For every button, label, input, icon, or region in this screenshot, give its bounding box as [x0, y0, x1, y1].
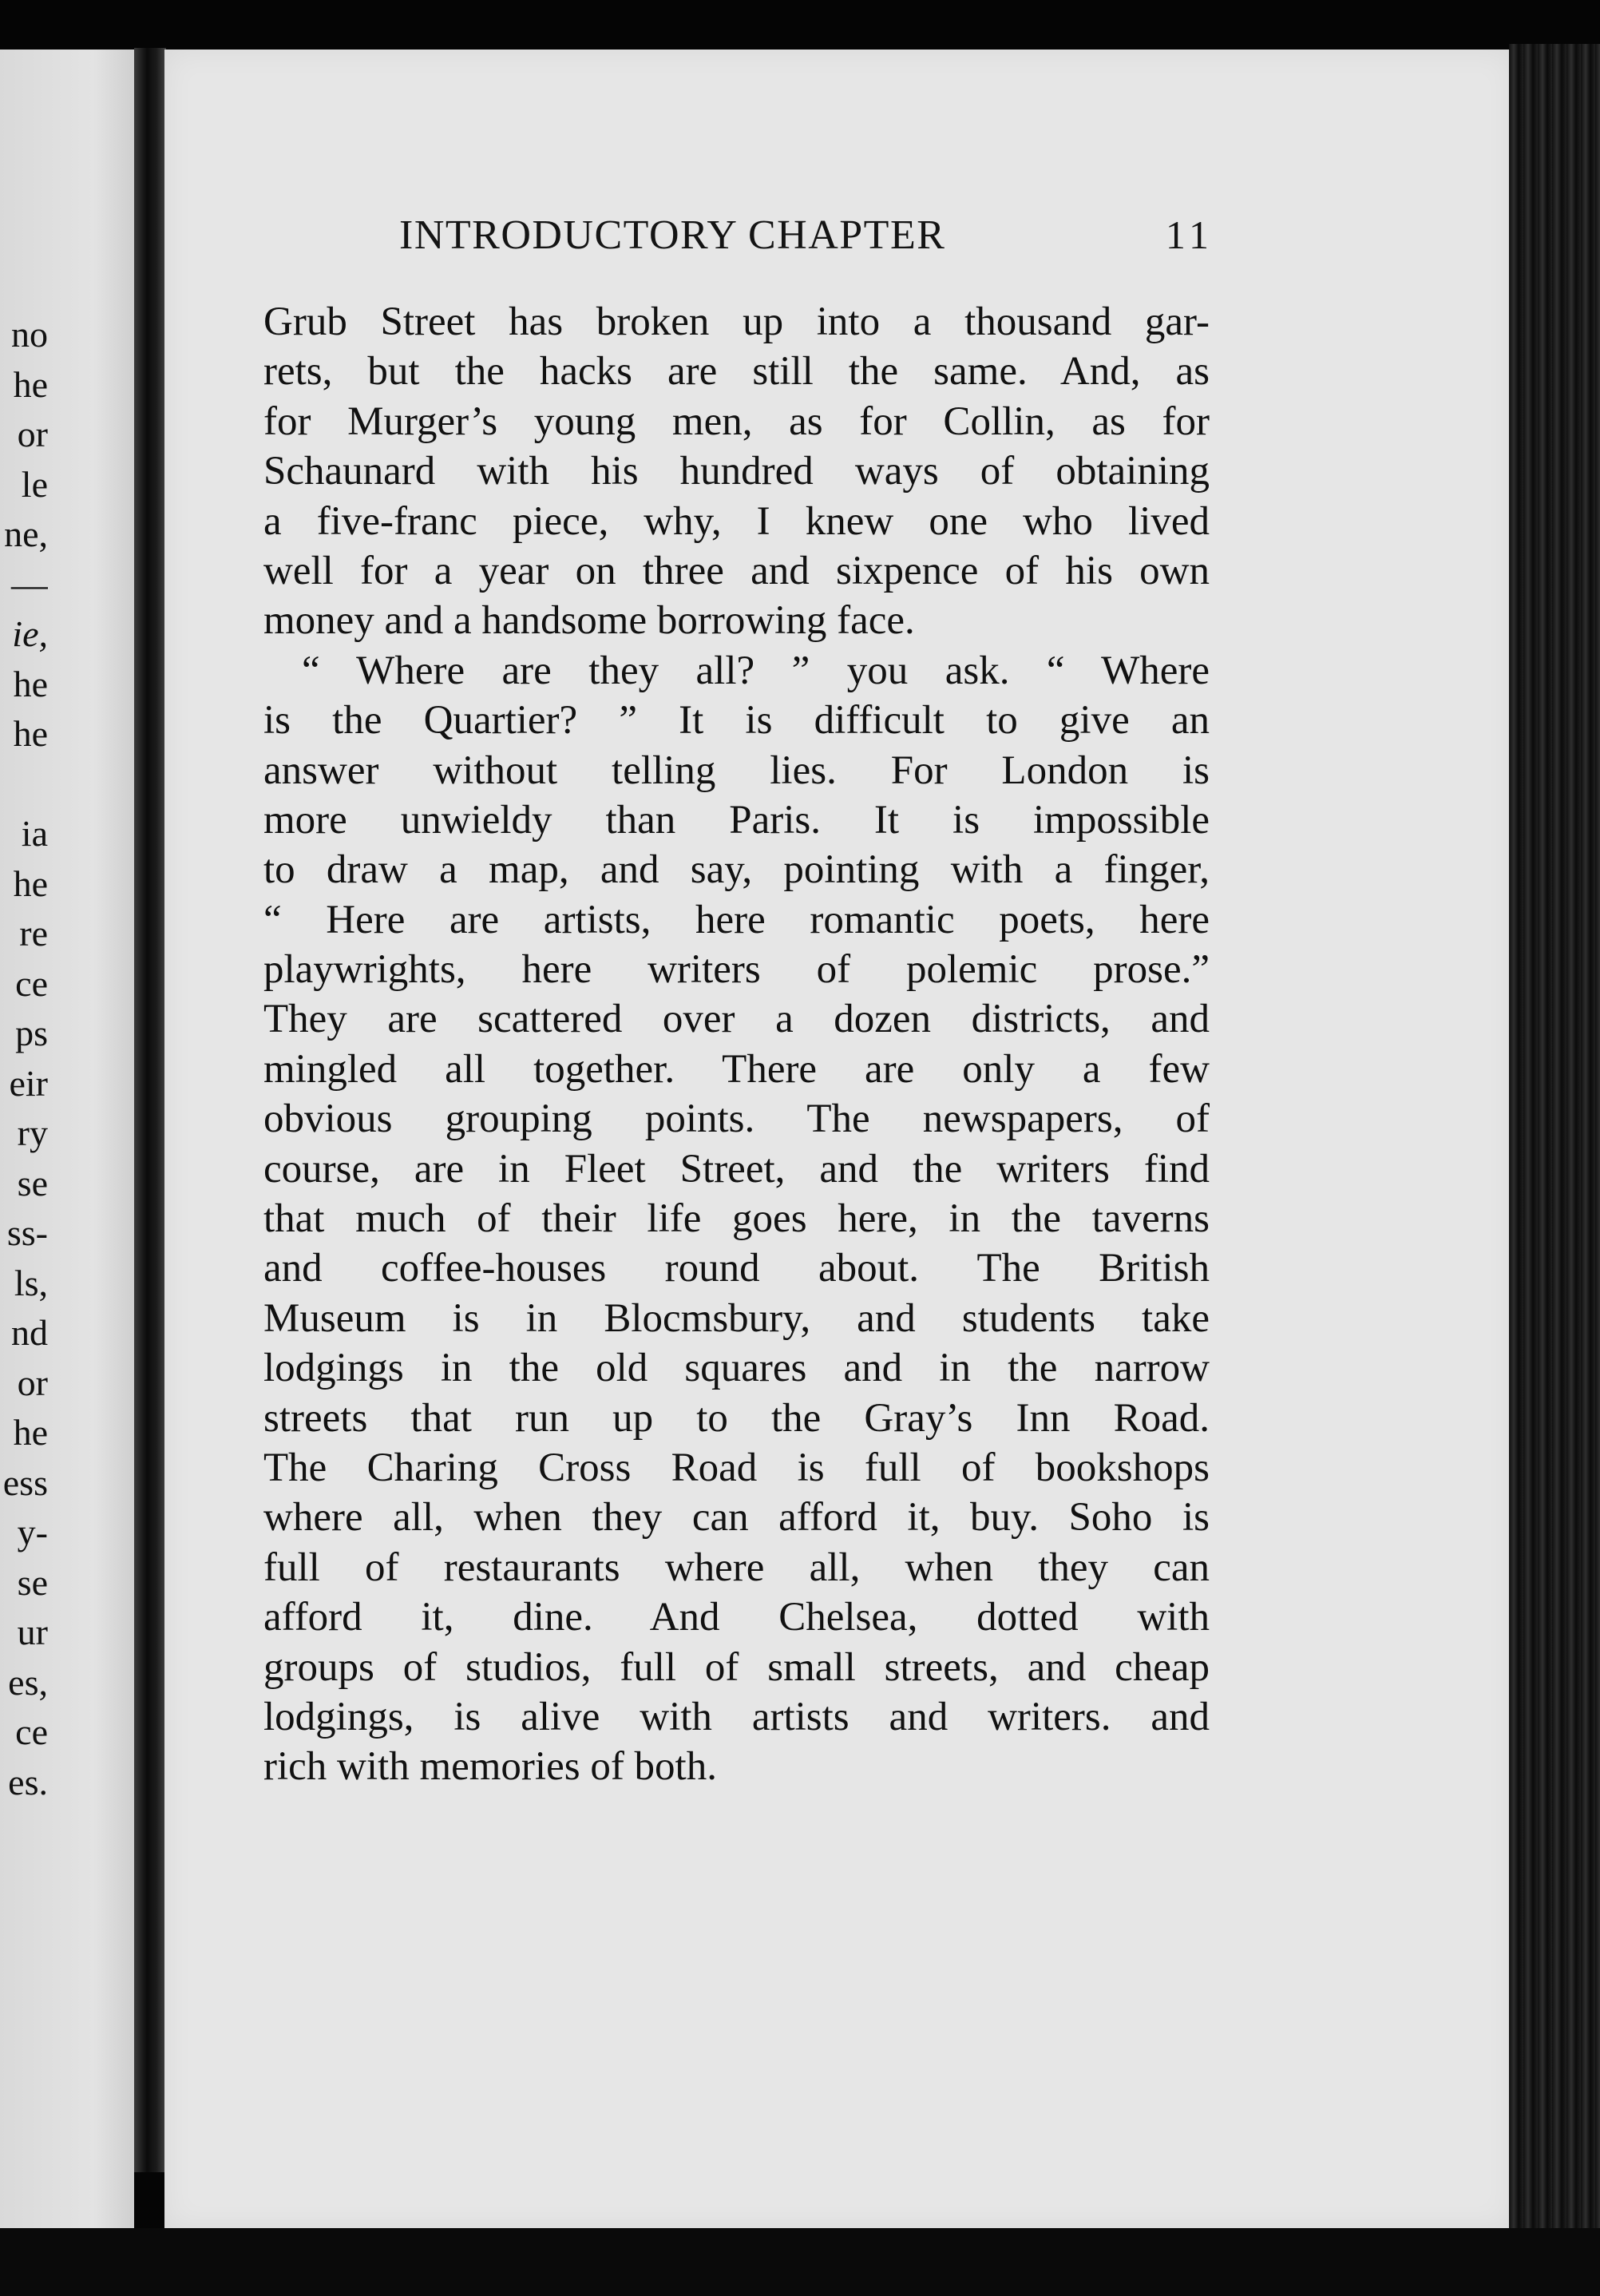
fragment-line: eir [9, 1062, 48, 1104]
fragment-line: ss- [6, 1212, 48, 1253]
running-title: INTRODUCTORY CHAPTER [399, 212, 946, 258]
text-line: well for a year on three and sixpence of his own [263, 548, 1210, 593]
fragment-line: se [17, 1162, 48, 1204]
fragment-line: ls, [14, 1262, 48, 1303]
text-line: rets, but the hacks are still the same. And, as [263, 349, 1210, 395]
running-head [399, 212, 1214, 268]
text-line: playwrights, here writers of polemic prose.” [263, 947, 1210, 993]
text-line: for Murger’s young men, as for Collin, as for [263, 399, 1210, 444]
text-line: course, are in Fleet Street, and the writers find [263, 1146, 1210, 1192]
text-line: obvious grouping points. The newspapers, of [263, 1096, 1210, 1142]
text-line: They are scattered over a dozen districts, and [263, 997, 1210, 1042]
fragment-line: re [19, 913, 48, 954]
fragment-line: y- [17, 1512, 48, 1552]
fragment-line: ps [15, 1013, 48, 1053]
fragment-line: es, [8, 1661, 48, 1703]
text-line: Schaunard with his hundred ways of obtaining [263, 449, 1210, 494]
text-line: afford it, dine. And Chelsea, dotted with [263, 1595, 1210, 1640]
text-line: Museum is in Blocmsbury, and students take [263, 1295, 1210, 1341]
fragment-line: he [13, 363, 48, 405]
text-line: more unwieldy than Paris. It is impossible [263, 797, 1210, 843]
fragment-line: nd [11, 1312, 48, 1353]
fragment-line: — [11, 563, 48, 605]
text-line: groups of studios, full of small streets, and cheap [263, 1644, 1210, 1690]
text-line: to draw a map, and say, pointing with a finger, [263, 847, 1210, 893]
fragment-line: ie, [12, 613, 48, 654]
text-line: that much of their life goes here, in the taverns [263, 1196, 1210, 1242]
text-line: rich with memories of both. [263, 1744, 717, 1790]
fragment-line: no [11, 314, 48, 355]
fragment-line: he [13, 713, 48, 754]
page-number: 11 [1165, 212, 1214, 257]
text-line: “ Here are artists, here romantic poets, here [263, 897, 1210, 942]
text-line: Grub Street has broken up into a thousand gar- [263, 299, 1210, 344]
text-line: full of restaurants where all, when they can [263, 1545, 1210, 1590]
body-text [263, 297, 1210, 1792]
fragment-line: es. [8, 1761, 48, 1802]
text-line: The Charing Cross Road is full of bookshops [263, 1445, 1210, 1490]
fragment-line: ur [17, 1612, 48, 1652]
book-gutter [134, 48, 166, 2172]
text-line: is the Quartier? ” It is difficult to give an [263, 698, 1210, 744]
fragment-line: ne, [4, 514, 48, 554]
fragment-line: or [17, 414, 48, 454]
fragment-line: ess [2, 1461, 48, 1503]
fragment-line: or [17, 1362, 48, 1403]
text-line: streets that run up to the Gray’s Inn Road. [263, 1395, 1210, 1441]
text-line: “ Where are they all? ” you ask. “ Where [302, 648, 1210, 693]
text-line: lodgings, is alive with artists and writers. and [263, 1694, 1210, 1739]
text-line: mingled all together. There are only a few [263, 1046, 1210, 1092]
text-line: answer without telling lies. For London is [263, 747, 1210, 793]
fragment-line: se [17, 1561, 48, 1603]
fragment-line: ry [17, 1112, 48, 1153]
fragment-line [0, 759, 48, 810]
fragment-line: ce [15, 962, 48, 1004]
text-line: money and a handsome borrowing face. [263, 598, 915, 644]
fragment-line: le [21, 463, 48, 505]
text-line: lodgings in the old squares and in the narrow [263, 1346, 1210, 1391]
previous-page-text-fragments [0, 310, 48, 1807]
fragment-line: ia [21, 813, 48, 854]
fragment-line: he [13, 1412, 48, 1453]
fragment-line: ce [15, 1711, 48, 1752]
fragment-line: he [13, 862, 48, 904]
text-line: and coffee-houses round about. The British [263, 1246, 1210, 1291]
book-fore-edge [1509, 44, 1600, 2264]
fragment-line: he [13, 663, 48, 704]
text-line: a five-franc piece, why, I knew one who lived [263, 498, 1210, 544]
text-line: where all, when they can afford it, buy. Soho is [263, 1495, 1210, 1541]
scan-bottom-edge [0, 2228, 1600, 2296]
